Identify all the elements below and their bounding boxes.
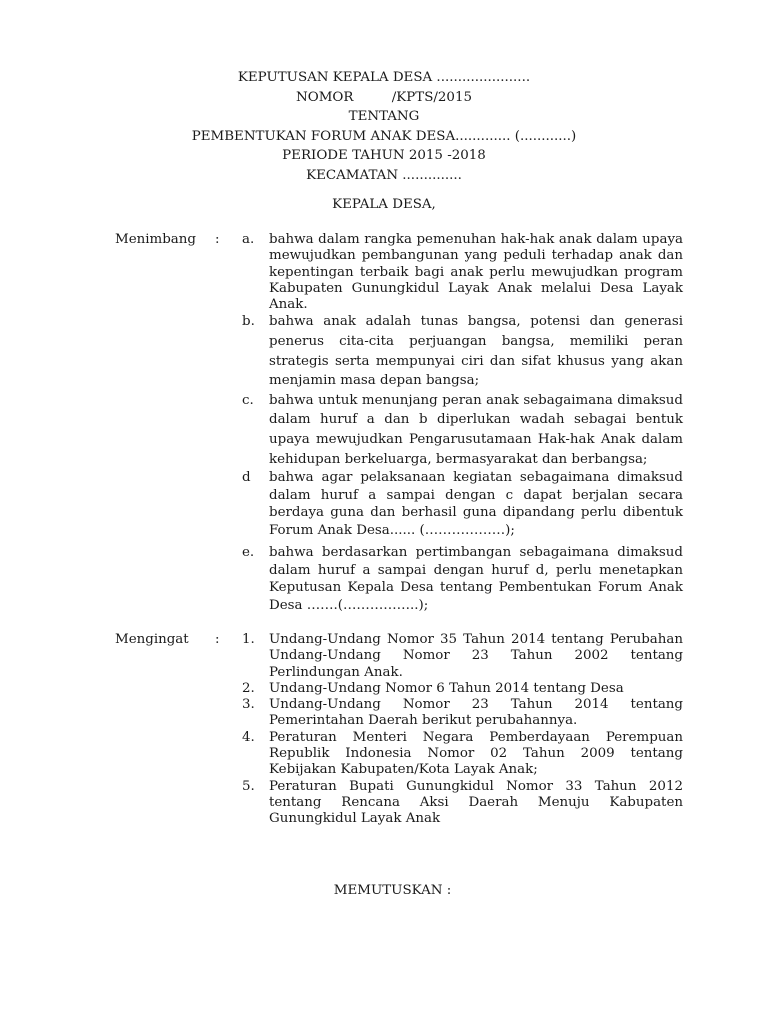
list-text: bahwa berdasarkan pertimbangan sebagaimana dimaksud dalam huruf a sampai dengan huruf d, perlu menetapkan Keputusan Kepala Desa tentang Pembentukan Forum Anak Desa …….(……………..); bbox=[269, 545, 683, 613]
list-marker: d bbox=[242, 470, 251, 486]
list-marker: e. bbox=[242, 545, 255, 561]
decree-district: KECAMATAN .............. bbox=[306, 167, 462, 183]
decree-subject: PEMBENTUKAN FORUM ANAK DESA............. (............) bbox=[191, 128, 577, 144]
list-item bbox=[242, 391, 683, 469]
list-item bbox=[242, 697, 683, 730]
decree-title: KEPUTUSAN KEPALA DESA ...................... bbox=[237, 70, 531, 85]
document-header bbox=[0, 68, 768, 185]
list-text: Peraturan Menteri Negara Pemberdayaan Perempuan Republik Indonesia Nomor 02 Tahun 2009 tentang Kebijakan Kabupaten/Kota Layak Anak; bbox=[269, 729, 683, 778]
decree-about: TENTANG bbox=[348, 109, 420, 124]
mengingat-list bbox=[242, 632, 683, 828]
list-marker: 4. bbox=[242, 729, 255, 745]
list-text: bahwa anak adalah tunas bangsa, potensi dan generasi penerus cita-cita perjuangan bangsa, memiliki peran strategis serta mempunyai ciri dan sifat khusus yang akan menjamin masa depan bangsa; bbox=[269, 314, 683, 389]
list-item bbox=[242, 312, 683, 390]
list-text: Undang-Undang Nomor 35 Tahun 2014 tentang Perubahan Undang-Undang Nomor 23 Tahun 2002 tentang Perlindungan Anak. bbox=[269, 632, 683, 680]
list-marker: b. bbox=[242, 314, 255, 330]
list-marker: a. bbox=[242, 232, 255, 247]
list-item bbox=[242, 681, 683, 697]
menimbang-list bbox=[242, 232, 683, 614]
memutuskan-heading: MEMUTUSKAN : bbox=[333, 883, 452, 898]
list-text: Peraturan Bupati Gunungkidul Nomor 33 Tahun 2012 tentang Rencana Aksi Daerah Menuju Kabupaten Gunungkidul Layak Anak bbox=[269, 778, 683, 827]
list-text: Undang-Undang Nomor 6 Tahun 2014 tentang Desa bbox=[269, 680, 624, 696]
menimbang-label: Menimbang bbox=[115, 232, 196, 247]
list-item bbox=[242, 232, 683, 313]
list-text: Undang-Undang Nomor 23 Tahun 2014 tentang Pemerintahan Daerah berikut perubahannya. bbox=[269, 697, 683, 729]
list-text: bahwa dalam rangka pemenuhan hak-hak anak dalam upaya mewujudkan pembangunan yang peduli terhadap anak dan kepentingan terbaik bagi anak perlu mewujudkan program Kabupaten Gunungkidul Layak Anak melalui Desa Layak Anak. bbox=[269, 232, 683, 313]
decree-number: NOMOR /KPTS/2015 bbox=[296, 89, 472, 105]
decree-period: PERIODE TAHUN 2015 -2018 bbox=[282, 148, 486, 163]
list-text: bahwa untuk menunjang peran anak sebagaimana dimaksud dalam huruf a dan b diperlukan wadah sebagai bentuk upaya mewujudkan Pengarusutamaan Hak-hak Anak dalam kehidupan berkeluarga, bermasyarakat dan berbangsa; bbox=[269, 392, 683, 467]
list-text: bahwa agar pelaksanaan kegiatan sebagaimana dimaksud dalam huruf a sampai dengan c dapat berjalan secara berdaya guna dan berhasil guna dipandang perlu dibentuk Forum Anak Desa...... (………………); bbox=[269, 470, 683, 538]
list-item bbox=[242, 632, 683, 681]
mengingat-label: Mengingat bbox=[115, 632, 189, 647]
list-item bbox=[242, 730, 683, 779]
list-marker: 5. bbox=[242, 778, 255, 794]
mengingat-colon: : bbox=[215, 632, 220, 647]
list-marker: 1. bbox=[242, 632, 255, 647]
list-item bbox=[242, 469, 683, 539]
kepala-desa-heading: KEPALA DESA, bbox=[332, 197, 436, 212]
menimbang-colon: : bbox=[215, 232, 220, 247]
list-item bbox=[242, 779, 683, 828]
list-marker: c. bbox=[242, 392, 254, 408]
list-marker: 2. bbox=[242, 680, 255, 696]
list-marker: 3. bbox=[242, 697, 255, 713]
list-item bbox=[242, 544, 683, 614]
